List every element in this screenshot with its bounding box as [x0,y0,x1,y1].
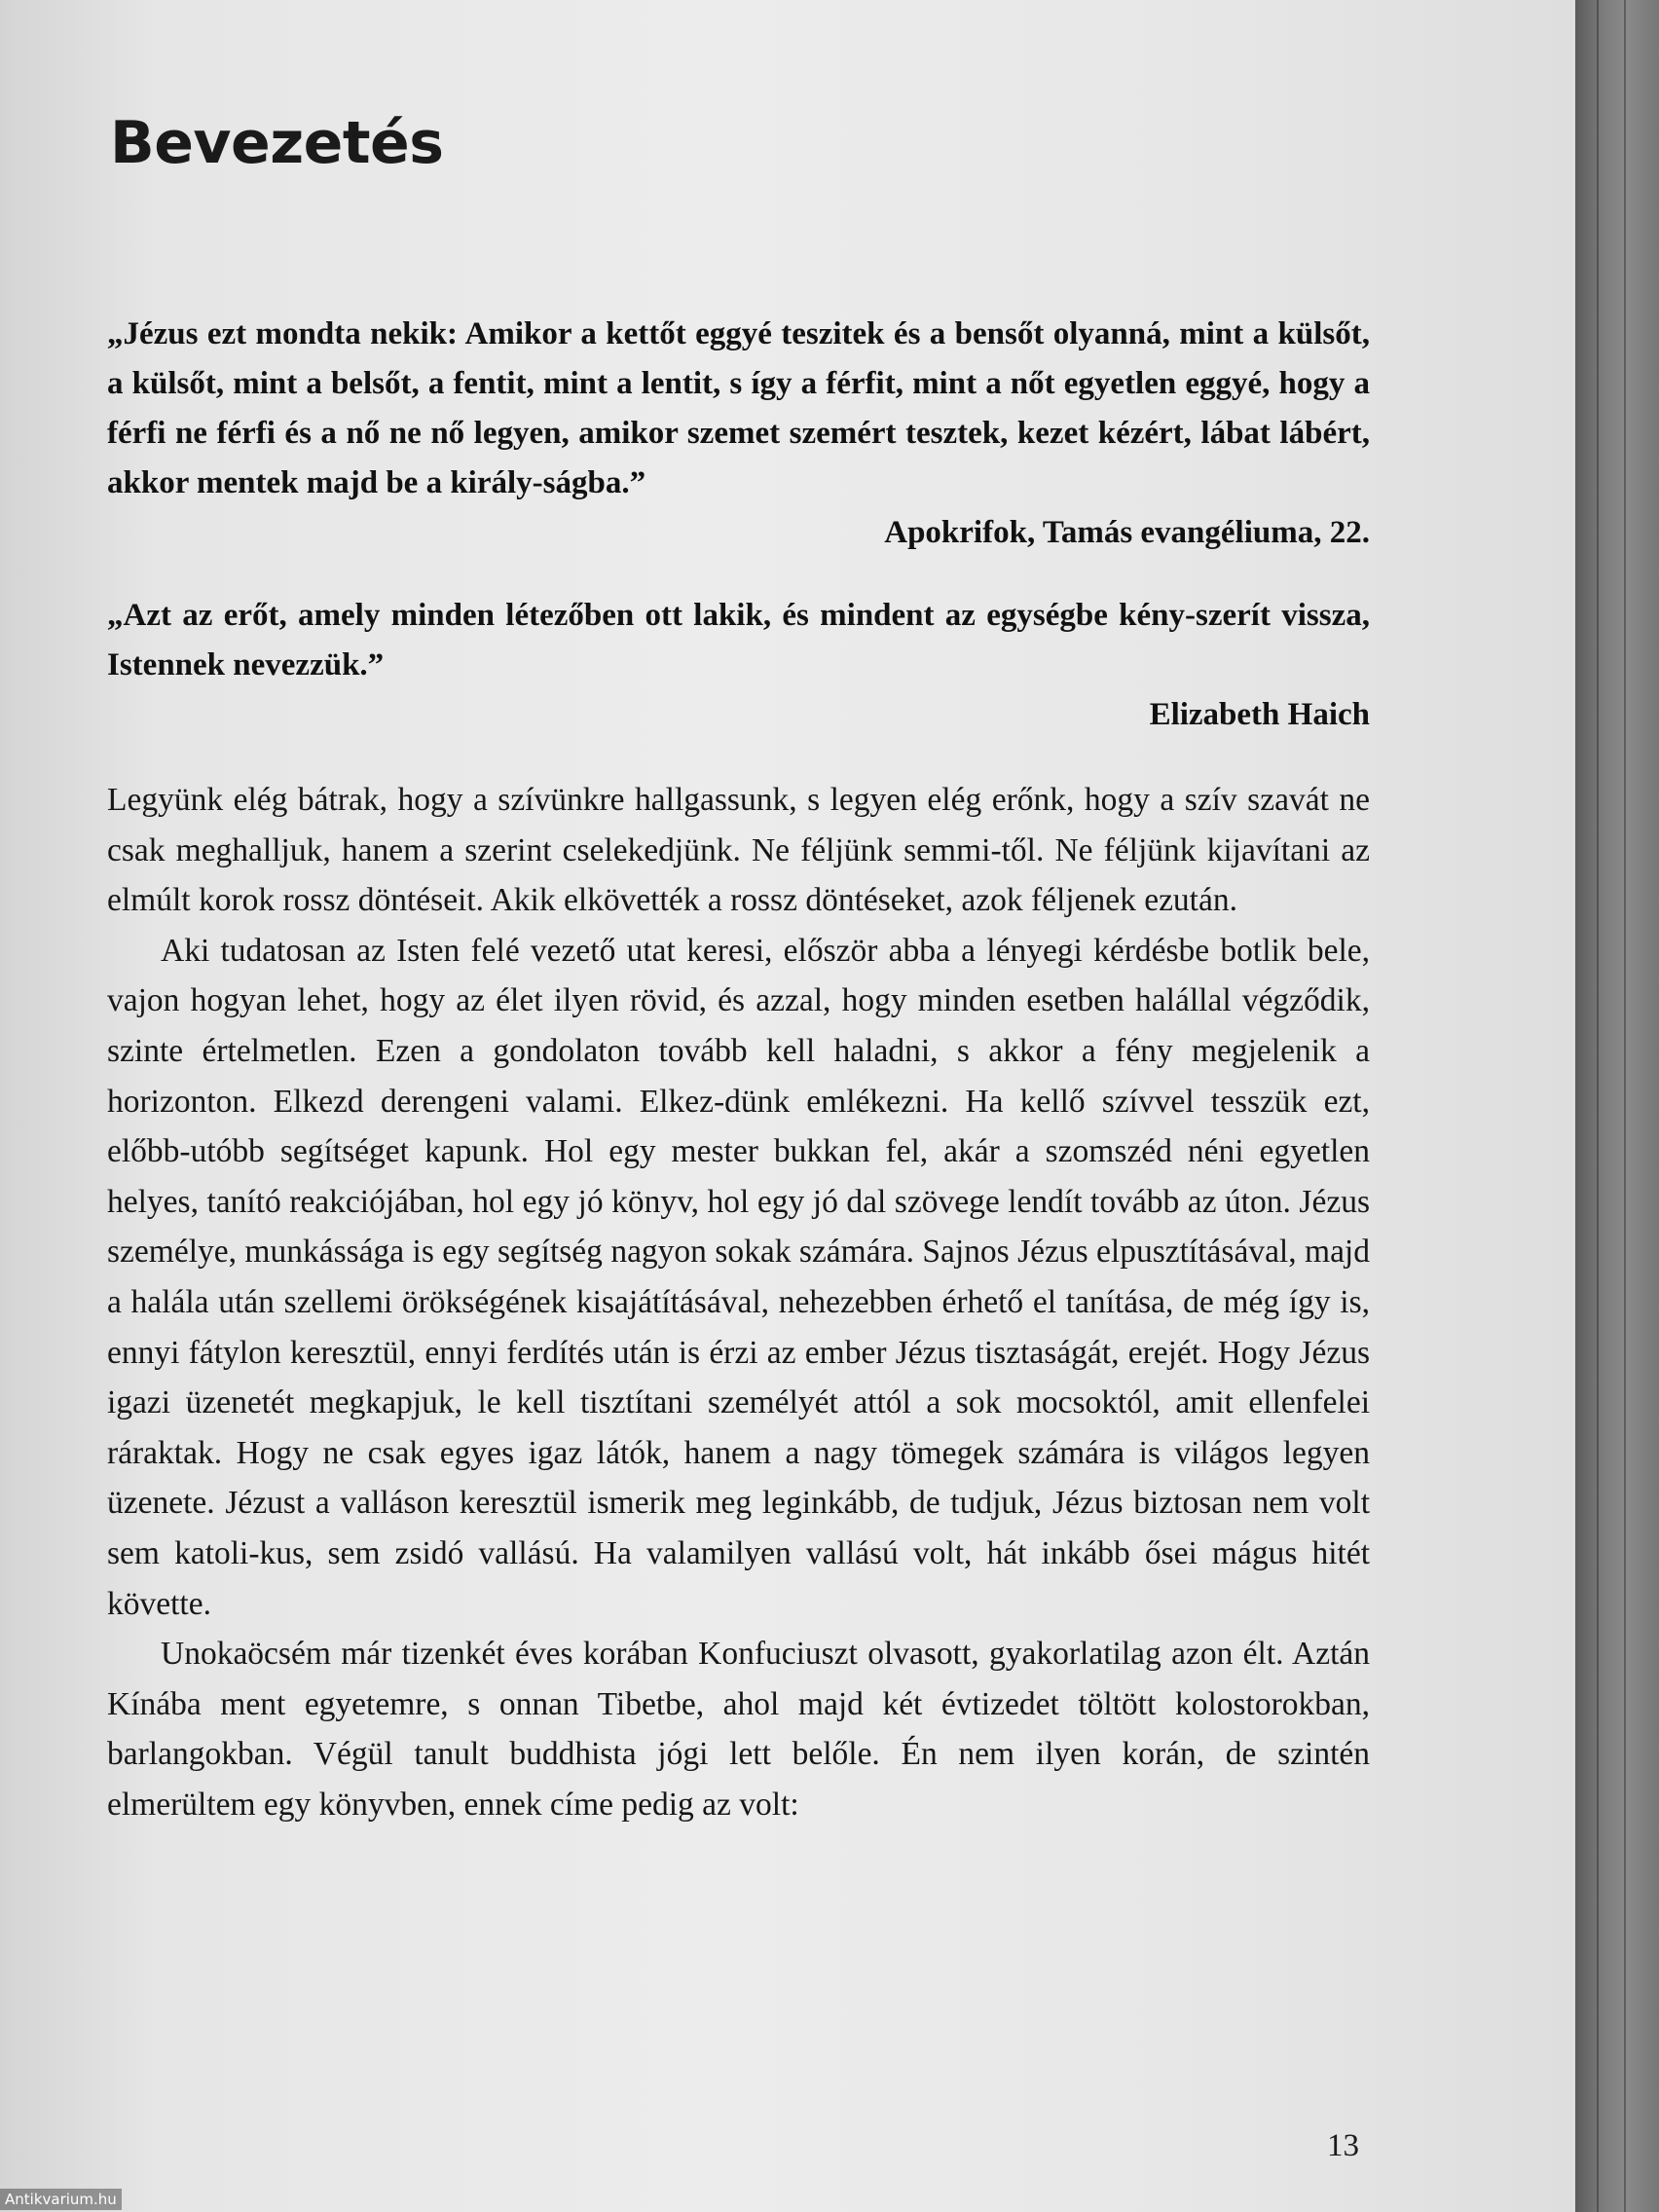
epigraph-attribution: Apokrifok, Tamás evangéliuma, 22. [884,515,1370,550]
body-paragraph: Aki tudatosan az Isten felé vezető utat keresi, először abba a lényegi kérdésbe botlik bele, vajon hogyan lehet, hogy az élet ilyen rövid, és azzal, hogy minden esetben halállal végződik, szinte értelmetlen. Ezen a gondolaton tovább kell haladni, s akkor a fény megjelenik a horizonton. Elkezd derengeni valami. Elkez-dünk emlékezni. Ha kellő szívvel tesszük ezt, előbb-utóbb segítséget kapunk. Hol egy mester bukkan fel, akár a szomszéd néni egyetlen helyes, tanító reakciójában, hol egy jó könyv, hol egy jó dal szövege lendít tovább az úton. Jézus személye, munkássága is egy segítség nagyon sokak számára. Sajnos Jézus elpusztításával, majd a halála után szellemi örökségének kisajátításával, nehezebben érhető el tanítása, de még így is, ennyi fátylon keresztül, ennyi ferdítés után is érzi az ember Jézus tisztaságát, erejét. Hogy Jézus igazi üzenetét megkapjuk, le kell tisztítani személyét attól a sok mocsoktól, amit ellenfelei ráraktak. Hogy ne csak egyes igaz látók, hanem a nagy tömegek számára is világos legyen üzenete. Jézust a valláson keresztül ismerik meg leginkább, de tudjuk, Jézus biztosan nem volt sem katoli-kus, sem zsidó vallású. Ha valamilyen vallású volt, hát inkább ősei mágus hitét követte. [107,932,1370,1622]
page-number: 13 [1327,2128,1359,2163]
page-content [107,310,1370,1829]
book-spine-edge [1575,0,1659,2212]
epigraph-quote: „Jézus ezt mondta nekik: Amikor a kettőt eggyé teszitek és a bensőt olyanná, mint a külsőt, a külsőt, mint a belsőt, a fentit, mint a lentit, s így a férfit, mint a nőt egyetlen eggyé, hogy a férfi ne férfi és a nő ne nő legyen, amikor szemet szemért tesztek, kezet kézért, lábat lábért, akkor mentek majd be a király-ságba.” [107,316,1370,500]
epigraph-quote: „Azt az erőt, amely minden létezőben ott lakik, és mindent az egységbe kény-szerít vissza, Istennek nevezzük.” [107,598,1370,682]
chapter-heading: Bevezetés [110,109,444,177]
epigraph-attribution: Elizabeth Haich [1149,697,1370,732]
body-paragraph: Unokaöcsém már tizenkét éves korában Konfuciuszt olvasott, gyakorlatilag azon élt. Aztán Kínába ment egyetemre, s onnan Tibetbe, ahol majd két évtizedet töltött kolostorokban, barlangokban. Végül tanult buddhista jógi lett belőle. Én nem ilyen korán, de szintén elmerültem egy könyvben, ennek címe pedig az volt: [107,1636,1370,1823]
watermark-label: Antikvarium.hu [0,2189,122,2210]
body-paragraph: Legyünk elég bátrak, hogy a szívünkre hallgassunk, s legyen elég erőnk, hogy a szív szavát ne csak meghalljuk, hanem a szerint cselekedjünk. Ne féljünk semmi-től. Ne féljünk kijavítani az elmúlt korok rossz döntéseit. Akik elkövették a rossz döntéseket, azok féljenek ezután. [107,782,1370,919]
